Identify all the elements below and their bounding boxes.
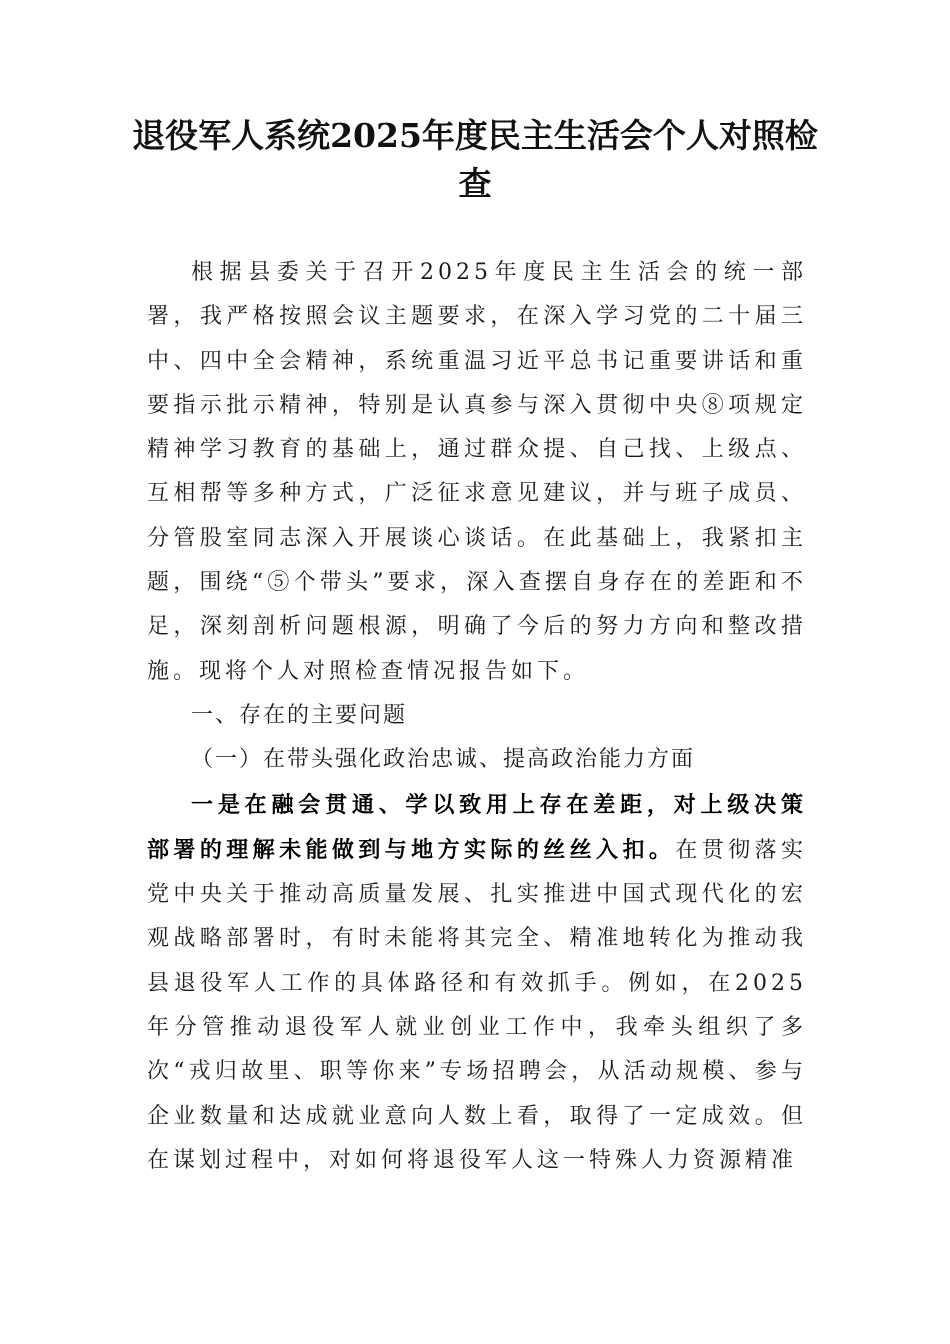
subsection-heading: （一）在带头强化政治忠诚、提高政治能力方面 (191, 747, 696, 773)
document-body (147, 251, 807, 1183)
point-body: 在贯彻落实党中央关于推动高质量发展、扎实推进中国式现代化的宏观战略部署时，有时未能将其完全、精准地转化为推动我县退役军人工作的具体路径和有效抓手。例如，在2025年分管推动退役军人就业创业工作中，我牵头组织了多次“戎归故里、职等你来”专场招聘会，从活动规模、参与企业数量和达成就业意向人数上看，取得了一定成效。但在谋划过程中，对如何将退役军人这一特殊人力资源精准 (147, 837, 807, 1173)
point-paragraph (147, 783, 807, 1184)
document-title: 退役军人系统2025年度民主生活会个人对照检查 (132, 116, 818, 203)
point-lead: 一是在融会贯通、学以致用上存在差距，对上级决策部署的理解未能做到与地方实际的丝丝入扣。 (147, 791, 807, 863)
section-heading: 一、存在的主要问题 (191, 702, 408, 728)
intro-paragraph: 根据县委关于召开2025年度民主生活会的统一部署，我严格按照会议主题要求，在深入学习党的二十届三中、四中全会精神，系统重温习近平总书记重要讲话和重要指示批示精神，特别是认真参与深入贯彻中央⑧项规定精神学习教育的基础上，通过群众提、自己找、上级点、互相帮等多种方式，广泛征求意见建议，并与班子成员、分管股室同志深入开展谈心谈话。在此基础上，我紧扣主题，围绕“⑤个带头”要求，深入查摆自身存在的差距和不足，深刻剖析问题根源，明确了今后的努力方向和整改措施。现将个人对照检查情况报告如下。 (147, 260, 807, 684)
